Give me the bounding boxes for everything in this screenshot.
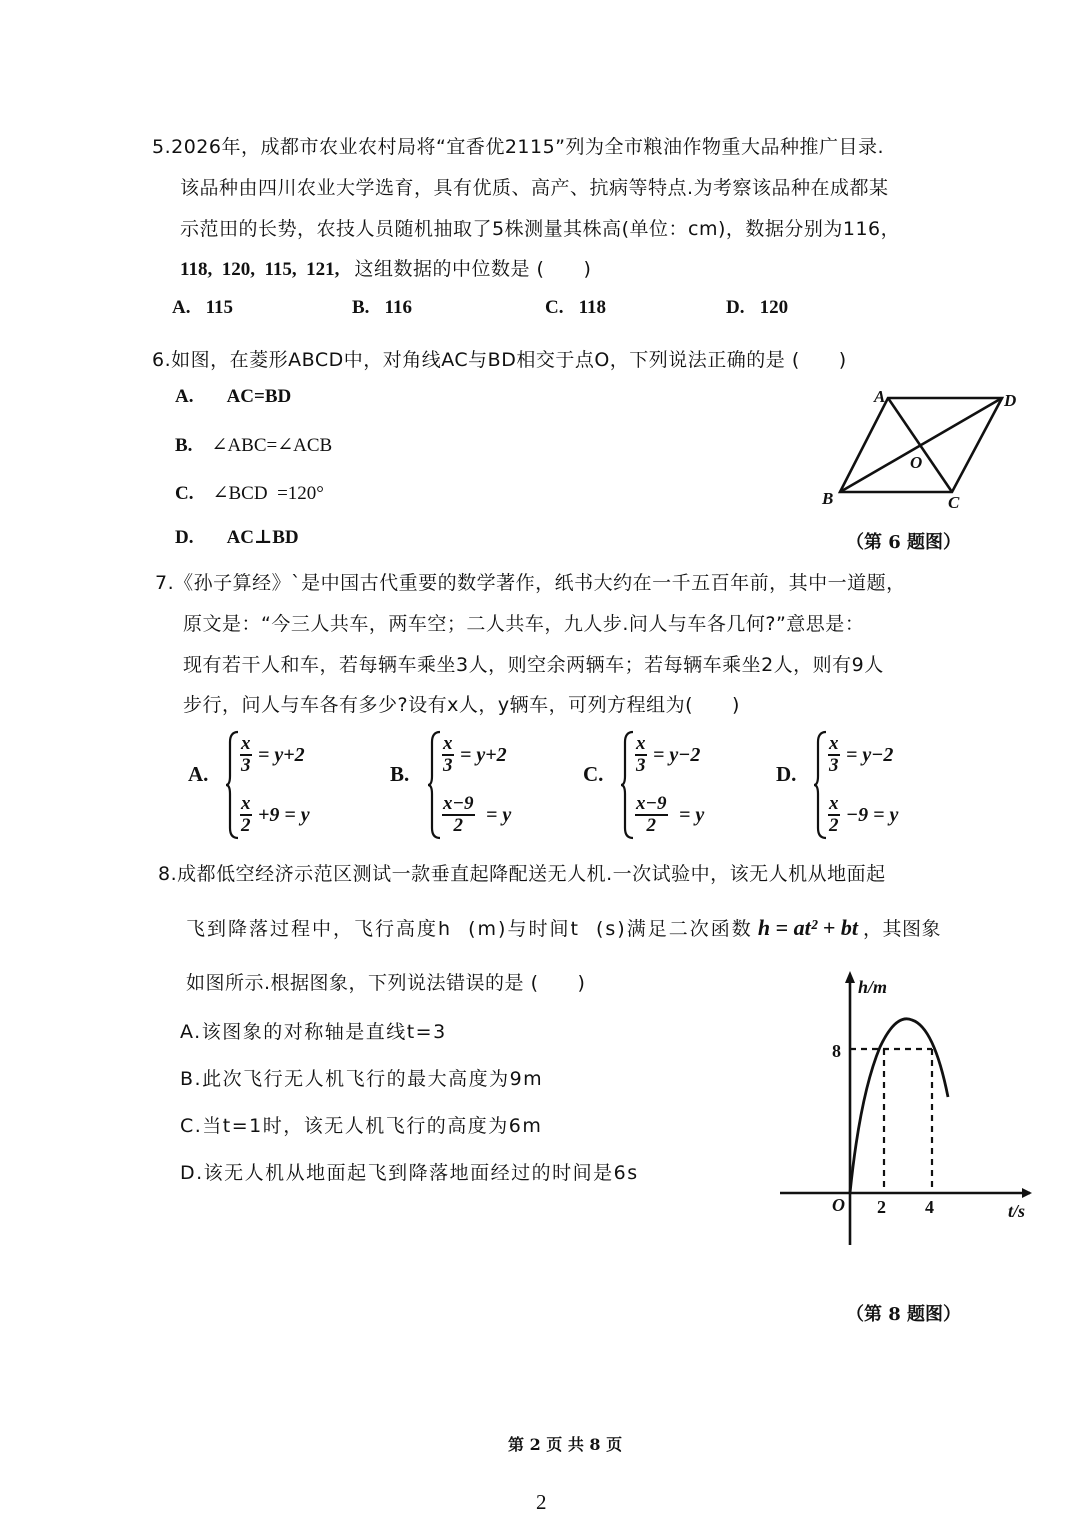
parabola-curve — [850, 1019, 948, 1193]
q7-c-eq1-fraction: $\frac{x}{3}$ — [636, 733, 646, 776]
h-tick-8: 8 — [832, 1041, 841, 1061]
q7-d-eq2-rhs: −9 = y — [846, 804, 899, 826]
q5-option-c-value: 118 — [578, 297, 607, 318]
q6-option-d-label: D. — [175, 527, 194, 548]
q5-option-c — [545, 297, 606, 319]
q8-line2-text: 飞到降落过程中，飞行高度h (m)与时间t (s)满足二次函数 — [186, 918, 753, 940]
q7-d-eq1-fraction: $\frac{x}{3}$ — [829, 733, 839, 776]
q7-line2: 原文是：“今三人共车，两车空；二人共车，九人步.问人与车各几何?”意思是： — [183, 613, 865, 635]
left-brace-icon — [226, 730, 240, 840]
q7-b-eq2-fraction: $\frac{x-9}{2}$ — [443, 793, 474, 836]
q8-line3: 如图所示.根据图象，下列说法错误的是 ( ) — [186, 972, 586, 994]
q7-c-eq2-rhs: = y — [679, 804, 705, 826]
q8-option-b: B.此次飞行无人机飞行的最大高度为9m — [180, 1068, 544, 1090]
q8-option-a: A.该图象的对称轴是直线t=3 — [180, 1021, 447, 1043]
rhombus-figure — [810, 380, 1040, 520]
t-axis-arrow-icon — [1022, 1188, 1032, 1198]
q7-b-eq2-rhs: = y — [486, 804, 512, 826]
q5-option-d — [726, 297, 788, 319]
q7-b-eq1-fraction: $\frac{x}{3}$ — [443, 733, 453, 776]
q8-line2-tail: ，其图象 — [863, 918, 942, 940]
q7-c-eq2-fraction: $\frac{x-9}{2}$ — [636, 793, 667, 836]
q5-option-a-label: A. — [172, 297, 191, 318]
q8-option-d: D.该无人机从地面起飞到降落地面经过的时间是6s — [180, 1162, 639, 1184]
q7-a-eq2-fraction: $\frac{x}{2}$ — [241, 793, 251, 836]
q6-option-a-label: A. — [175, 386, 194, 407]
left-brace-icon — [814, 730, 828, 840]
q6-option-d-value: AC⊥BD — [226, 527, 299, 548]
q8-option-c: C.当t=1时，该无人机飞行的高度为6m — [180, 1115, 543, 1137]
q6-option-d — [175, 526, 299, 549]
q6-option-c — [175, 482, 324, 505]
q7-option-a — [188, 730, 328, 840]
q6-option-a — [175, 386, 291, 408]
vertex-label-d: D — [1004, 391, 1017, 410]
q8-line2 — [186, 914, 941, 941]
q6-option-c-label: C. — [175, 483, 194, 504]
q7-a-eq1-fraction: $\frac{x}{3}$ — [241, 733, 251, 776]
q5-option-d-label: D. — [726, 297, 745, 318]
parabola-graph — [770, 965, 1050, 1255]
h-axis-label: h/m — [858, 977, 888, 997]
left-brace-icon — [621, 730, 635, 840]
q6-option-c-value: ∠BCD =120° — [212, 483, 324, 504]
t-axis-label: t/s — [1008, 1201, 1026, 1221]
q7-a-eq2-rhs: +9 = y — [258, 804, 310, 826]
t-tick-4: 4 — [925, 1197, 934, 1217]
q5-question: 这组数据的中位数是 ( ) — [354, 258, 592, 280]
q5-data-values: 118, 120, 115, 121, — [180, 259, 340, 280]
rhombus-shape — [840, 398, 1002, 492]
q6-option-b-value: ∠ABC=∠ACB — [211, 435, 333, 456]
q5-line2: 该品种由四川农业大学选育，具有优质、高产、抗病等特点.为考察该品种在成都某 — [180, 177, 889, 199]
vertex-label-a: A — [874, 387, 886, 406]
q7-d-eq2-fraction: $\frac{x}{2}$ — [829, 793, 839, 836]
left-brace-icon — [428, 730, 442, 840]
q7-a-eq1-rhs: = y+2 — [258, 744, 305, 766]
vertex-label-c: C — [948, 493, 960, 512]
q6-option-b-label: B. — [175, 435, 193, 456]
q7-option-c — [583, 730, 723, 840]
q8-figure-caption: （第 8 题图） — [846, 1304, 962, 1325]
q6-stem: 6.如图，在菱形ABCD中，对角线AC与BD相交于点O，下列说法正确的是 ( ) — [152, 349, 847, 371]
t-tick-2: 2 — [877, 1197, 886, 1217]
q7-d-eq1-rhs: = y−2 — [846, 744, 894, 766]
q7-line1: 7.《孙子算经》`是中国古代重要的数学著作，纸书大约在一千五百年前，其中一道题， — [155, 572, 906, 594]
q5-line3: 示范田的长势，农技人员随机抽取了5株测量其株高(单位：cm)，数据分别为116， — [180, 218, 901, 240]
q6-option-b — [175, 434, 332, 457]
q5-option-a — [172, 297, 233, 319]
q5-option-b-label: B. — [352, 297, 370, 318]
q5-option-a-value: 115 — [205, 297, 234, 318]
q8-line1: 8.成都低空经济示范区测试一款垂直起降配送无人机.一次试验中，该无人机从地面起 — [158, 863, 886, 885]
q6-figure-caption: （第 6 题图） — [846, 532, 962, 553]
vertex-label-b: B — [822, 489, 834, 508]
q7-line3: 现有若干人和车，若每辆车乘坐3人，则空余两辆车；若每辆车乘坐2人，则有9人 — [183, 654, 884, 676]
q5-line4 — [180, 254, 591, 281]
q8-formula: h = at² + bt — [757, 915, 858, 940]
q5-option-c-label: C. — [545, 297, 564, 318]
q7-option-b-label: B. — [390, 762, 410, 786]
q7-option-c-label: C. — [583, 762, 604, 786]
page-info: 第 2 页 共 8 页 — [508, 1435, 623, 1454]
q5-option-d-value: 120 — [759, 297, 789, 318]
q7-option-b — [390, 730, 530, 840]
page-number: 2 — [536, 1490, 547, 1514]
q7-b-eq1-rhs: = y+2 — [460, 744, 507, 766]
q5-option-b-value: 116 — [384, 297, 412, 318]
q7-option-d-label: D. — [776, 762, 797, 786]
q7-option-d — [776, 730, 916, 840]
q6-option-a-value: AC=BD — [226, 386, 292, 407]
origin-label: O — [832, 1195, 845, 1215]
center-label-o: O — [910, 453, 923, 472]
q5-option-b — [352, 297, 412, 319]
q7-option-a-label: A. — [188, 762, 209, 786]
h-axis-arrow-icon — [845, 971, 855, 983]
q7-c-eq1-rhs: = y−2 — [653, 744, 701, 766]
q5-line1: 5.2026年，成都市农业农村局将“宜香优2115”列为全市粮油作物重大品种推广目录. — [152, 136, 885, 158]
q7-line4: 步行，问人与车各有多少?设有x人，y辆车，可列方程组为( ) — [183, 694, 740, 716]
